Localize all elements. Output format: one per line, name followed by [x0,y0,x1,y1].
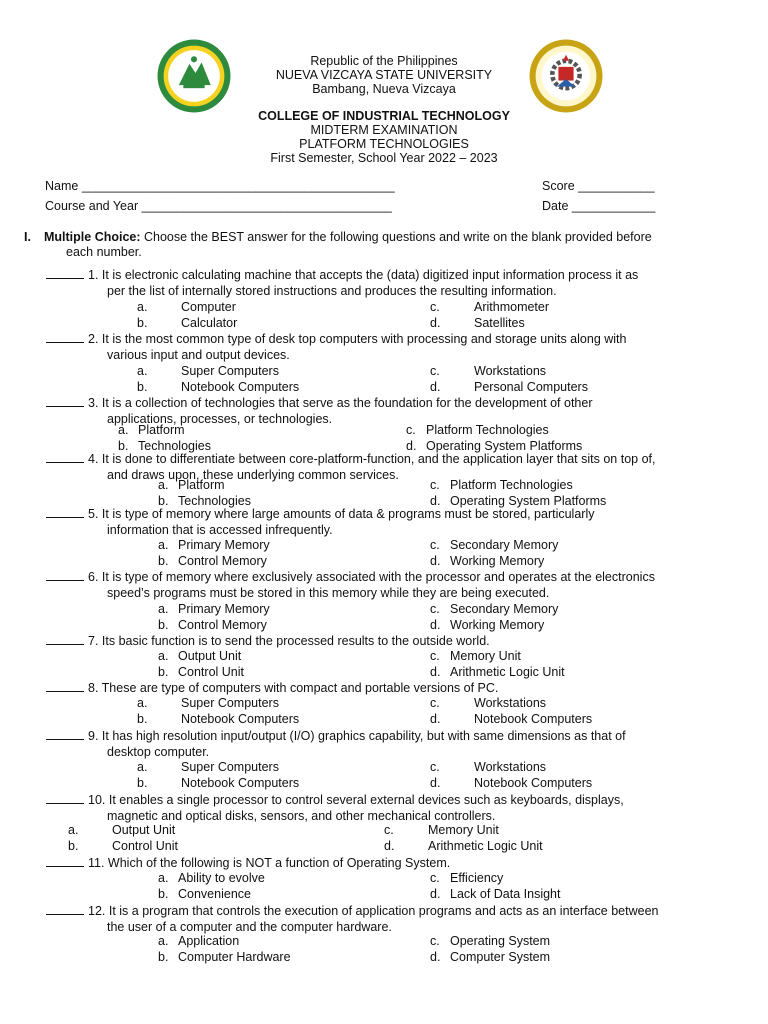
option-text: Operating System Platforms [450,494,607,508]
answer-blank[interactable] [46,633,84,645]
name-field: Name _____________________________________________ [45,179,395,193]
question-line [46,792,726,809]
question-text: It is done to differentiate between core-platform-function, and the application layer that sits on top of, [101,452,656,466]
answer-blank[interactable] [46,267,84,279]
option-letter: d. [430,776,441,790]
option-text: Personal Computers [474,380,588,394]
option-letter: d. [430,665,441,679]
option-text: Calculator [181,316,238,330]
option-c [430,934,550,948]
option-b [158,554,267,568]
question-number: 10. [88,793,109,807]
option-d [430,665,565,679]
option-letter: c. [430,760,440,774]
option-letter: b. [158,618,169,632]
option-text: Primary Memory [178,538,270,552]
question-line [46,728,726,745]
option-a [158,871,265,885]
option-text: Lack of Data Insight [450,887,561,901]
option-a [118,423,185,437]
option-a [137,760,279,774]
question-text: It is a program that controls the execution of application programs and acts as an interface between [108,904,659,918]
option-letter: a. [158,649,169,663]
option-c [430,696,546,710]
question-11 [46,855,726,872]
option-b [158,665,244,679]
option-letter: b. [68,839,79,853]
question-text: Its basic function is to send the processed results to the outside world. [101,634,490,648]
option-text: Secondary Memory [450,602,559,616]
option-text: Operating System Platforms [426,439,583,453]
option-text: Control Memory [178,554,267,568]
header-block [0,54,768,96]
option-text: Memory Unit [428,823,499,837]
option-text: Super Computers [181,760,279,774]
option-text: Efficiency [450,871,504,885]
option-text: Notebook Computers [181,776,300,790]
question-text-cont: desktop computer. [107,744,210,759]
question-9 [46,728,726,761]
answer-blank[interactable] [46,792,84,804]
option-d [430,380,588,394]
option-text: Satellites [474,316,525,330]
option-letter: c. [430,649,440,663]
option-a [158,538,270,552]
answer-blank[interactable] [46,506,84,518]
option-d [430,618,544,632]
question-4 [46,451,726,484]
option-c [430,538,558,552]
score-field: Score ___________ [542,179,655,193]
question-line [46,680,726,697]
option-letter: c. [430,364,440,378]
option-text: Workstations [474,760,547,774]
option-text: Computer [181,300,236,314]
option-text: Platform Technologies [426,423,549,437]
question-line [46,633,726,650]
option-a [158,602,270,616]
option-letter: c. [406,423,416,437]
option-letter: c. [430,696,440,710]
option-text: Workstations [474,364,547,378]
option-b [137,380,299,394]
option-letter: a. [158,602,169,616]
question-5 [46,506,726,539]
option-letter: b. [158,887,169,901]
subject-title: PLATFORM TECHNOLOGIES [299,137,469,151]
question-text-cont: various input and output devices. [107,347,290,362]
question-text: It enables a single processor to control several external devices such as keyboards, displays, [108,793,624,807]
option-letter: a. [137,300,148,314]
option-text: Secondary Memory [450,538,559,552]
question-line [46,331,726,348]
answer-blank[interactable] [46,903,84,915]
option-letter: b. [158,494,169,508]
republic-line: Republic of the Philippines [310,54,458,68]
course-year-field: Course and Year ____________________________________ [45,199,392,213]
question-text-cont: applications, processes, or technologies. [107,411,333,426]
question-number: 7. [88,634,102,648]
option-b [137,712,299,726]
option-a [158,934,239,948]
term-line: First Semester, School Year 2022 – 2023 [270,151,498,165]
option-letter: d. [430,887,441,901]
option-letter: a. [158,478,169,492]
question-text-cont: per the list of internally stored instructions and produces the resulting information. [107,283,557,298]
option-d [430,950,550,964]
option-text: Workstations [474,696,547,710]
option-b [158,887,251,901]
question-10 [46,792,726,825]
option-c [384,823,499,837]
option-a [158,478,225,492]
option-b [158,950,291,964]
option-letter: a. [158,538,169,552]
option-letter: d. [430,316,441,330]
option-text: Notebook Computers [181,380,300,394]
question-text: It is the most common type of desk top computers with processing and storage units along with [101,332,627,346]
option-letter: d. [430,712,441,726]
option-text: Notebook Computers [474,712,593,726]
option-text: Platform Technologies [450,478,573,492]
question-number: 8. [88,681,102,695]
option-a [137,696,279,710]
option-letter: a. [137,760,148,774]
option-letter: c. [384,823,394,837]
question-line [46,267,726,284]
question-text-cont: speed’s programs must be stored in this memory while they are being executed. [107,585,550,600]
question-number: 2. [88,332,102,346]
option-letter: b. [158,665,169,679]
option-text: Control Memory [178,618,267,632]
option-letter: a. [158,871,169,885]
section-instruction: Choose the BEST answer for the following questions and write on the blank provided before [140,230,652,244]
question-line [46,855,726,872]
option-c [430,364,546,378]
section-instruction-cont: each number. [66,245,142,259]
option-text: Notebook Computers [474,776,593,790]
option-text: Notebook Computers [181,712,300,726]
question-number: 11. [88,856,108,870]
question-text-cont: information that is accessed infrequently. [107,522,333,537]
option-letter: d. [430,950,441,964]
answer-blank[interactable] [46,569,84,581]
question-text: Which of the following is NOT a function of Operating System. [107,856,451,870]
option-text: Application [178,934,240,948]
option-letter: d. [430,380,441,394]
option-letter: c. [430,300,440,314]
option-c [430,649,521,663]
option-text: Working Memory [450,618,545,632]
exam-title-block [0,109,768,165]
section-title: Multiple Choice: [44,230,141,244]
question-line [46,506,726,523]
option-letter: a. [137,696,148,710]
option-b [158,618,267,632]
question-1 [46,267,726,300]
option-letter: c. [430,602,440,616]
section-number: I. [24,230,31,244]
option-text: Output Unit [178,649,242,663]
question-number: 9. [88,729,102,743]
option-c [430,478,573,492]
option-d [430,712,592,726]
option-text: Arithmometer [474,300,550,314]
option-c [430,300,549,314]
option-letter: a. [137,364,148,378]
option-letter: b. [137,380,148,394]
option-letter: d. [430,494,441,508]
university-location: Bambang, Nueva Vizcaya [312,82,456,96]
option-d [430,887,560,901]
question-line [46,569,726,586]
question-text: It is a collection of technologies that serve as the foundation for the development of other [101,396,593,410]
option-letter: d. [430,618,441,632]
college-name: COLLEGE OF INDUSTRIAL TECHNOLOGY [258,109,510,123]
option-letter: c. [430,538,440,552]
option-text: Memory Unit [450,649,521,663]
option-letter: d. [406,439,417,453]
question-8 [46,680,726,697]
option-d [430,316,525,330]
option-text: Computer Hardware [178,950,291,964]
option-d [430,776,592,790]
answer-blank[interactable] [46,855,84,867]
question-number: 6. [88,570,102,584]
question-text: These are type of computers with compact and portable versions of PC. [101,681,499,695]
option-letter: c. [430,934,440,948]
option-letter: b. [118,439,129,453]
option-letter: a. [158,934,169,948]
option-letter: a. [118,423,129,437]
option-letter: b. [137,712,148,726]
exam-title: MIDTERM EXAMINATION [310,123,458,137]
question-12 [46,903,726,936]
option-c [406,423,549,437]
option-c [430,602,558,616]
answer-blank[interactable] [46,395,84,407]
question-text: It is electronic calculating machine that accepts the (data) digitized input information process it as [101,268,639,282]
question-number: 4. [88,452,102,466]
university-name: NUEVA VIZCAYA STATE UNIVERSITY [275,68,493,82]
answer-blank[interactable] [46,728,84,740]
question-6 [46,569,726,602]
option-letter: b. [158,554,169,568]
option-a [158,649,241,663]
question-text-cont: the user of a computer and the computer hardware. [107,919,392,934]
answer-blank[interactable] [46,680,84,692]
option-text: Control Unit [178,665,244,679]
option-letter: c. [430,871,440,885]
question-number: 5. [88,507,102,521]
option-text: Output Unit [112,823,176,837]
option-b [68,839,178,853]
option-c [430,760,546,774]
option-text: Working Memory [450,554,545,568]
answer-blank[interactable] [46,331,84,343]
option-text: Platform [178,478,225,492]
option-letter: d. [430,554,441,568]
option-text: Primary Memory [178,602,270,616]
option-text: Computer System [450,950,551,964]
question-line [46,903,726,920]
option-text: Technologies [178,494,251,508]
option-letter: b. [137,776,148,790]
option-text: Convenience [178,887,251,901]
question-text: It has high resolution input/output (I/O) graphics capability, but with same dimensions as that of [101,729,626,743]
question-text-cont: and draws upon, these underlying common services. [107,467,399,482]
option-text: Operating System [450,934,551,948]
question-number: 1. [88,268,102,282]
option-letter: b. [137,316,148,330]
question-7 [46,633,726,650]
question-line [46,451,726,468]
option-text: Platform [138,423,185,437]
option-letter: d. [384,839,395,853]
option-text: Technologies [138,439,211,453]
option-d [384,839,543,853]
date-field: Date ____________ [542,199,656,213]
question-line [46,395,726,412]
answer-blank[interactable] [46,451,84,463]
option-a [137,300,236,314]
option-text: Ability to evolve [178,871,265,885]
option-text: Arithmetic Logic Unit [428,839,543,853]
option-text: Super Computers [181,696,279,710]
question-text: It is type of memory where large amounts of data & programs must be stored, particularly [101,507,595,521]
option-text: Super Computers [181,364,279,378]
option-c [430,871,503,885]
option-d [430,554,544,568]
question-text-cont: magnetic and optical disks, sensors, and other mechanical controllers. [107,808,496,823]
question-number: 12. [88,904,109,918]
option-b [137,316,237,330]
section-heading [24,230,724,260]
question-text: It is type of memory where exclusively associated with the processor and operates at the electronics [101,570,655,584]
option-text: Arithmetic Logic Unit [450,665,565,679]
option-letter: b. [158,950,169,964]
option-a [137,364,279,378]
option-text: Control Unit [112,839,178,853]
option-b [137,776,299,790]
option-letter: c. [430,478,440,492]
option-letter: a. [68,823,79,837]
question-number: 3. [88,396,102,410]
question-2 [46,331,726,364]
option-a [68,823,175,837]
